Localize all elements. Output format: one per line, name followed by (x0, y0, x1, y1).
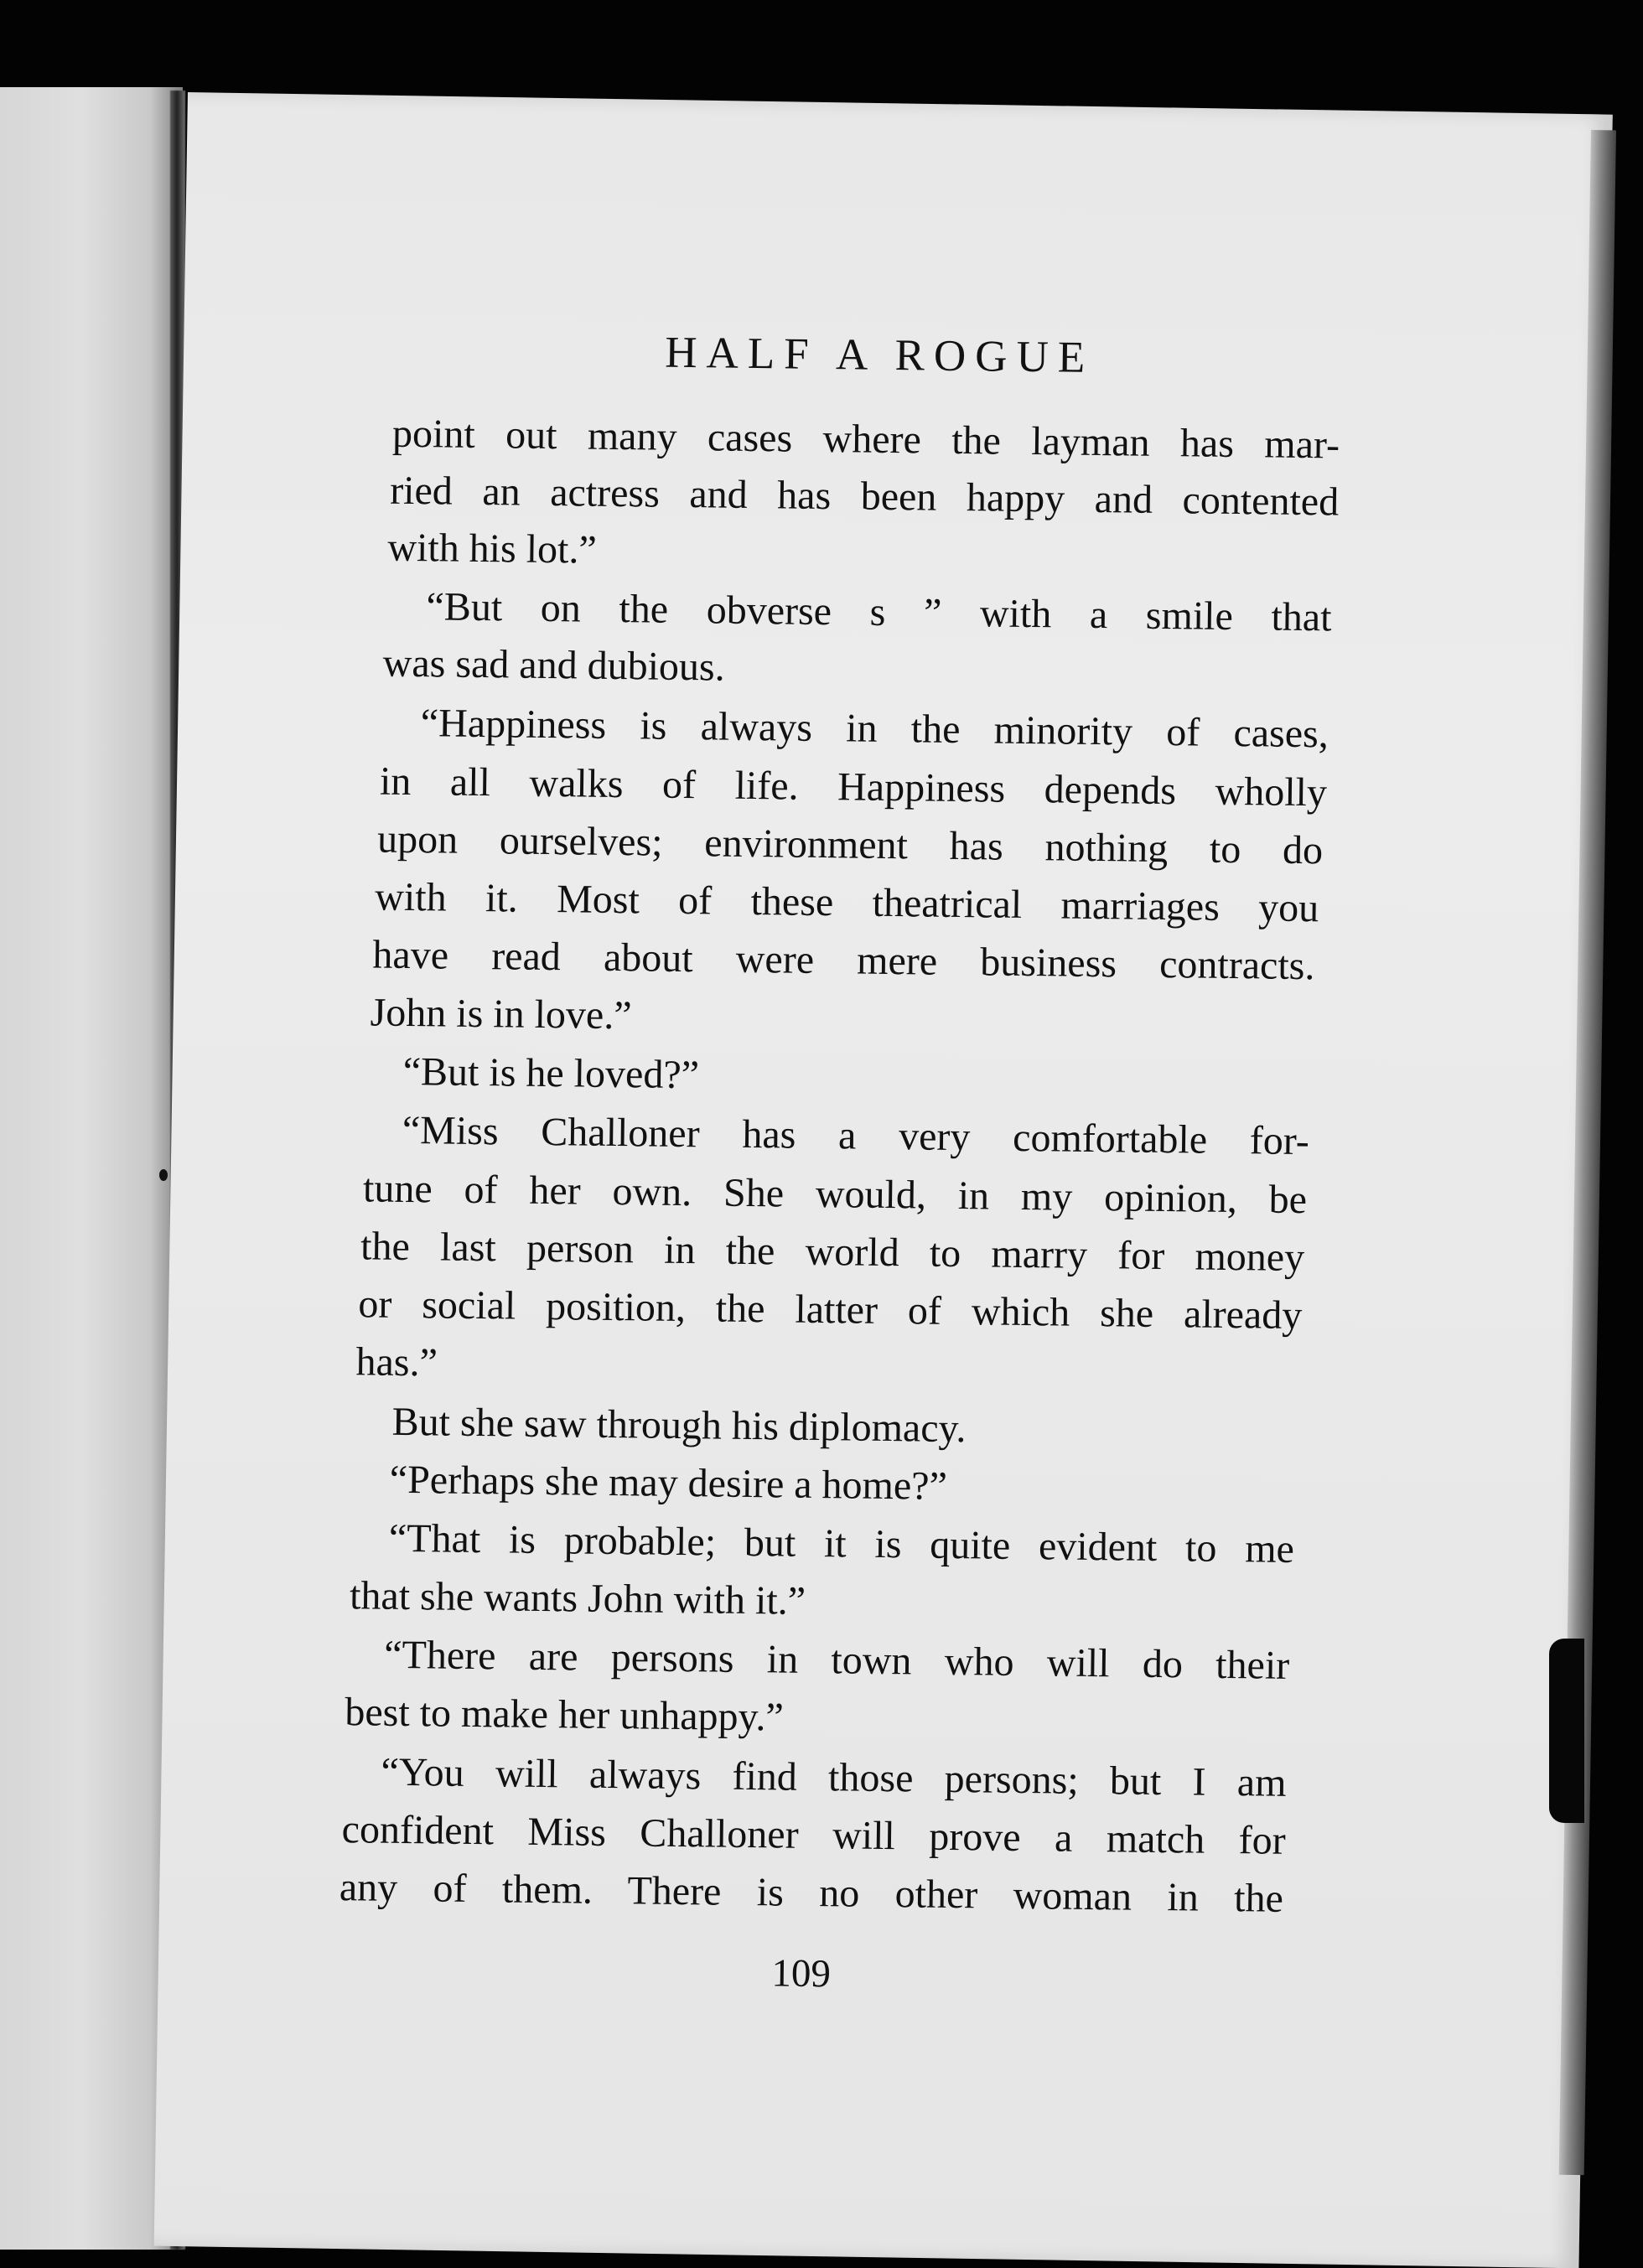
text-line: any of them. There is no other woman in the (339, 1865, 1284, 1921)
text-line: “Perhaps she may desire a home?” (389, 1457, 948, 1509)
text-line: was sad and dubious. (382, 640, 725, 690)
text-line: “You will always find those persons; but I am (381, 1749, 1287, 1805)
text-line: or social position, the latter of which she already (358, 1282, 1303, 1339)
page-number: 109 (771, 1951, 832, 1996)
text-line: has.” (355, 1339, 438, 1385)
text-line: in all walks of life. Happiness depends wholly (379, 759, 1328, 816)
text-line: tune of her own. She would, in my opinion, be (362, 1166, 1308, 1223)
text-line: confident Miss Challoner will prove a match for (341, 1807, 1286, 1863)
text-line: “But on the obverse s ” with a smile that (426, 584, 1332, 640)
running-head: HALF A ROGUE (664, 328, 1095, 382)
page-clip-shadow (1549, 1639, 1584, 1823)
text-line: “There are persons in town who will do their (383, 1632, 1290, 1688)
text-line: with his lot.” (387, 525, 598, 572)
text-line: the last person in the world to marry for money (360, 1224, 1305, 1281)
text-line: “Happiness is always in the minority of cases, (420, 701, 1329, 757)
text-line: upon ourselves; environment has nothing to do (376, 816, 1324, 873)
margin-dot (159, 1169, 168, 1181)
text-line: ried an actress and has been happy and contented (389, 468, 1340, 525)
text-line: “That is probable; but it is quite evident to me (388, 1515, 1295, 1572)
text-line: with it. Most of these theatrical marriages you (375, 874, 1319, 931)
left-page-edge (0, 87, 183, 2250)
text-line: But she saw through his diplomacy. (391, 1399, 967, 1452)
page-text-block (323, 302, 1350, 2016)
text-line: have read about were mere business contracts. (372, 932, 1315, 989)
text-line: “But is he loved?” (402, 1049, 700, 1098)
text-line: point out many cases where the layman has mar- (391, 411, 1340, 468)
text-line: “Miss Challoner has a very comfortable for- (402, 1107, 1310, 1164)
text-line: best to make her unhappy.” (345, 1690, 785, 1740)
text-line: John is in love.” (370, 990, 632, 1038)
text-line: that she wants John with it.” (349, 1573, 806, 1623)
